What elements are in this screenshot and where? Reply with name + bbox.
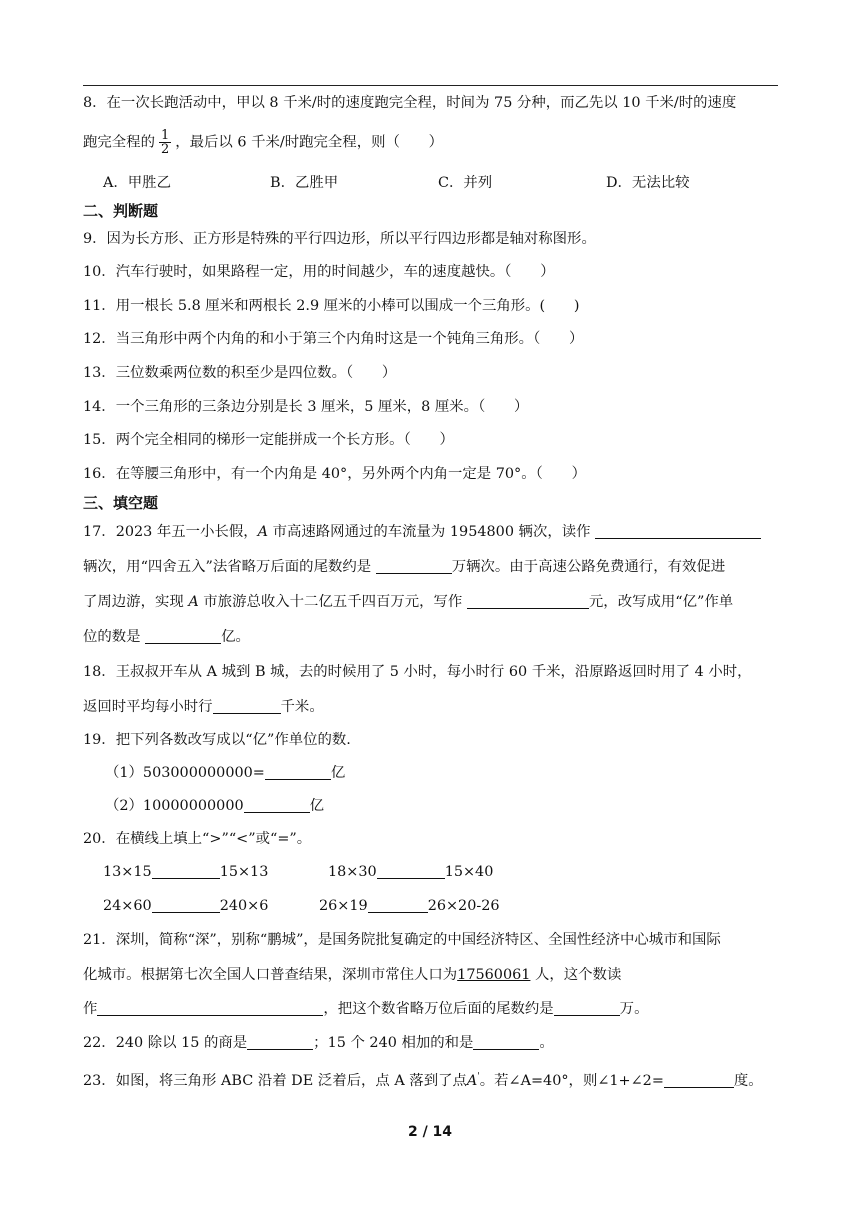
q21-line1: 21．深圳，简称“深”，别称“鹏城”，是国务院批复确定的中国经济特区、全国性经济中心城市和国际 xyxy=(83,932,721,948)
option-a[interactable]: A．甲胜乙 xyxy=(103,175,171,191)
q8-options xyxy=(83,173,783,193)
header-rule xyxy=(83,85,778,86)
q18-line2: 返回时平均每小时行 千米。 xyxy=(83,699,324,715)
option-b[interactable]: B．乙胜甲 xyxy=(270,175,339,191)
q21-line2: 化城市。根据第七次全国人口普查结果，深圳市常住人口为17560061 人，这个数读 xyxy=(83,967,622,983)
q17-line4: 位的数是 亿。 xyxy=(83,629,250,645)
option-d[interactable]: D．无法比较 xyxy=(606,175,690,191)
answer-blank[interactable] xyxy=(368,897,428,913)
answer-blank[interactable] xyxy=(145,628,221,644)
section-heading-fill: 三、填空题 xyxy=(83,494,159,512)
answer-blank[interactable] xyxy=(377,863,445,879)
answer-blank[interactable] xyxy=(247,1034,313,1050)
q8-line2: 跑完全程的 $\frac{1}{2}$ ，最后以 6 千米/时跑完全程，则（ ） xyxy=(83,128,444,157)
q11: 11．用一根长 5.8 厘米和两根长 2.9 厘米的小棒可以围成一个三角形。( ) xyxy=(83,298,580,314)
q20-title: 20．在横线上填上“>”“<”或“=”。 xyxy=(83,831,312,847)
q19-item2: （2）10000000000 亿 xyxy=(105,798,325,814)
answer-blank[interactable] xyxy=(664,1072,734,1088)
answer-blank[interactable] xyxy=(595,523,761,539)
underlined-number: 17560061 xyxy=(457,967,531,983)
answer-blank[interactable] xyxy=(152,863,220,879)
q20-row1 xyxy=(83,862,783,882)
q13: 13．三位数乘两位数的积至少是四位数。（ ） xyxy=(83,365,397,381)
q12: 12．当三角形中两个内角的和小于第三个内角时这是一个钝角三角形。（ ） xyxy=(83,331,584,347)
q9: 9．因为长方形、正方形是特殊的平行四边形，所以平行四边形都是轴对称图形。 xyxy=(83,231,596,247)
q21-line3: 作 ，把这个数省略万位后面的尾数约是 万。 xyxy=(83,1001,649,1017)
fraction-one-half: $\frac{1}{2}$ xyxy=(160,128,170,157)
q20-row2 xyxy=(83,896,783,916)
compare-item: 26×19 26×20-26 xyxy=(319,898,500,914)
answer-blank[interactable] xyxy=(376,558,452,574)
compare-item: 24×60 240×6 xyxy=(103,898,269,914)
q17-line2: 辆次，用“四舍五入”法省略万后面的尾数约是 万辆次。由于高速公路免费通行，有效促进 xyxy=(83,559,726,575)
answer-blank[interactable] xyxy=(265,764,331,780)
q18-line1: 18．王叔叔开车从 A 城到 B 城，去的时候用了 5 小时，每小时行 60 千米，沿原路返回时用了 4 小时， xyxy=(83,664,752,680)
answer-blank[interactable] xyxy=(244,797,310,813)
q22-line: 22．240 除以 15 的商是 ；15 个 240 相加的和是 。 xyxy=(83,1035,554,1051)
option-c[interactable]: C．并列 xyxy=(438,175,493,191)
page-number: 2 / 14 xyxy=(407,1124,453,1140)
answer-blank[interactable] xyxy=(152,897,220,913)
q10: 10．汽车行驶时，如果路程一定，用的时间越少，车的速度越快。（ ） xyxy=(83,264,555,280)
q19-item1: （1）503000000000= 亿 xyxy=(105,765,346,781)
q17-line1: 17．2023 年五一小长假，A 市高速路网通过的车流量为 1954800 辆次，读作 xyxy=(83,522,761,542)
answer-blank[interactable] xyxy=(97,1000,323,1016)
q17-line3: 了周边游，实现 A 市旅游总收入十二亿五千四百万元，写作 元，改写成用“亿”作单 xyxy=(83,594,734,610)
q19-title: 19．把下列各数改写成以“亿”作单位的数. xyxy=(83,732,351,748)
q8-line1: 8．在一次长跑活动中，甲以 8 千米/时的速度跑完全程，时间为 75 分种，而乙先以 10 千米/时的速度 xyxy=(83,95,737,111)
q14: 14．一个三角形的三条边分别是长 3 厘米，5 厘米，8 厘米。（ ） xyxy=(83,399,529,415)
q23-line: 23．如图，将三角形 ABC 沿着 DE 泛着后，点 A 落到了点A'。若∠A=40°，则∠1+∠2= 度。 xyxy=(83,1072,763,1089)
q15: 15．两个完全相同的梯形一定能拼成一个长方形。（ ） xyxy=(83,432,454,448)
answer-blank[interactable] xyxy=(473,1034,539,1050)
answer-blank[interactable] xyxy=(467,593,589,609)
answer-blank[interactable] xyxy=(554,1000,620,1016)
answer-blank[interactable] xyxy=(213,698,281,714)
section-heading-judge: 二、判断题 xyxy=(83,202,159,220)
q16: 16．在等腰三角形中，有一个内角是 40°，另外两个内角一定是 70°。（ ） xyxy=(83,466,586,482)
compare-item: 18×30 15×40 xyxy=(328,864,494,880)
compare-item: 13×15 15×13 xyxy=(103,864,269,880)
